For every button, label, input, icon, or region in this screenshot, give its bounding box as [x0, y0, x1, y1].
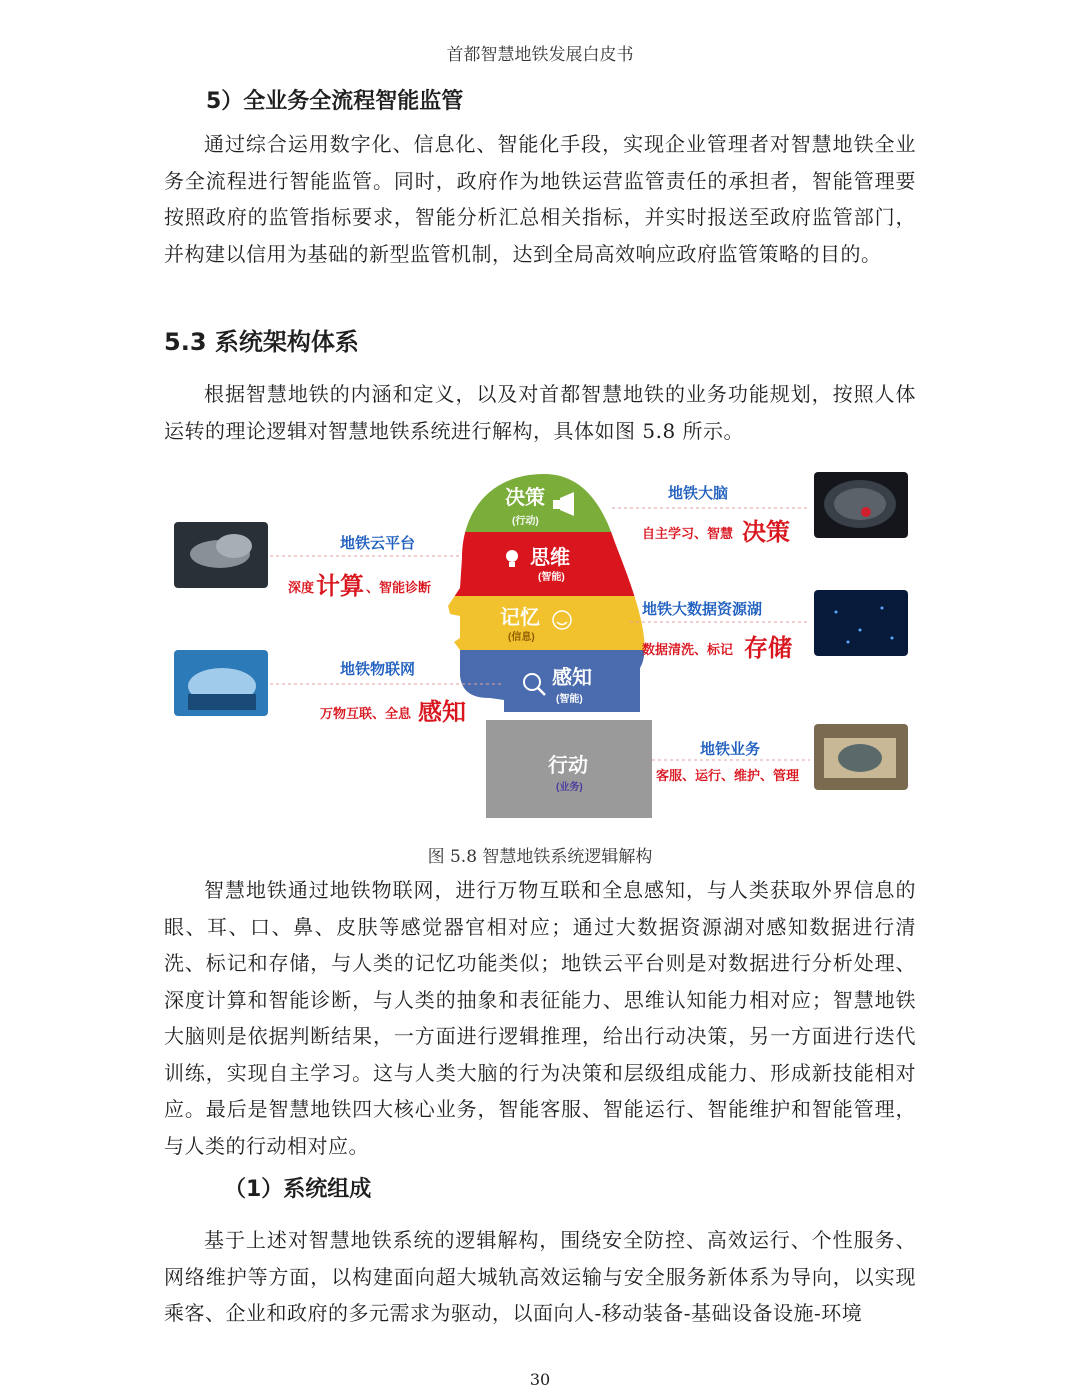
body-paragraph: 智慧地铁通过地铁物联网，进行万物互联和全息感知，与人类获取外界信息的眼、耳、口、鼻、皮肤等感觉器官相对应；通过大数据资源湖对感知数据进行清洗、标记和存储，与人类的记忆功能类似；地铁云平台则是对数据进行分析处理、深度计算和智能诊断，与人类的抽象和表征能力、思维认知能力相对应；智慧地铁大脑则是依据判断结果，一方面进行逻辑推理，给出行动决策，另一方面进行迭代训练，实现自主学习。这与人类大脑的行为决策和层级组成能力、形成新技能相对应。最后是智慧地铁四大核心业务，智能客服、智能运行、智能维护和智能管理，与人类的行动相对应。 — [164, 878, 916, 1158]
label-iot-desc: 万物互联、全息 — [320, 706, 412, 721]
cloud-platform-image — [174, 522, 268, 588]
layer-sub-action: (业务) — [556, 782, 583, 793]
label-biz-title: 地铁业务 — [700, 741, 761, 758]
layer-decision — [440, 462, 660, 532]
layer-title-perception: 感知 — [552, 667, 592, 689]
label-lake-desc-big: 存储 — [744, 635, 792, 662]
label-iot-desc-big: 感知 — [418, 699, 466, 726]
layer-perception — [440, 650, 660, 712]
subsection-heading-1: （1）系统组成 — [224, 1177, 372, 1202]
label-brain-desc-big: 决策 — [742, 519, 790, 546]
iot-city-image — [174, 650, 268, 716]
label-brain-title: 地铁大脑 — [668, 485, 729, 502]
subsection-1-paragraph: 基于上述对智慧地铁系统的逻辑解构，围绕安全防控、高效运行、个性服务、网络维护等方面，以构建面向超大城轨高效运输与安全服务新体系为导向，以实现乘客、企业和政府的多元需求为驱动，以面向人-移动装备-基础设备设施-环境 — [164, 1228, 916, 1325]
head-silhouette — [440, 462, 660, 712]
page-header: 首都智慧地铁发展白皮书 — [446, 45, 634, 65]
layer-sub-decision: (行动) — [512, 516, 539, 527]
layer-memory — [440, 596, 660, 650]
brain-image — [814, 472, 908, 538]
section-5-3-paragraph: 根据智慧地铁的内涵和定义，以及对首都智慧地铁的业务功能规划，按照人体运转的理论逻辑对智慧地铁系统进行解构，具体如图 5.8 所示。 — [164, 382, 916, 443]
data-lake-image — [814, 590, 908, 656]
label-lake-title: 地铁大数据资源湖 — [642, 601, 763, 618]
layer-sub-thinking: (智能) — [538, 572, 565, 583]
layer-title-decision: 决策 — [505, 487, 545, 509]
label-biz-desc: 客服、运行、维护、管理 — [656, 768, 800, 783]
section-5-paragraph: 通过综合运用数字化、信息化、智能化手段，实现企业管理者对智慧地铁全业务全流程进行智能监管。同时，政府作为地铁运营监管责任的承担者，智能管理要按照政府的监管指标要求，智能分析汇总相关指标，并实时报送至政府监管部门，并构建以信用为基础的新型监管机制，达到全局高效响应政府监管策略的目的。 — [164, 132, 916, 266]
section-heading-5: 5）全业务全流程智能监管 — [206, 89, 464, 114]
label-lake-desc: 数据清洗、标记 — [642, 642, 734, 657]
layer-sub-memory: (信息) — [508, 632, 535, 643]
layer-title-memory: 记忆 — [500, 607, 540, 629]
layer-sub-perception: (智能) — [556, 694, 583, 705]
label-cloud-title: 地铁云平台 — [340, 535, 416, 552]
label-iot-title: 地铁物联网 — [340, 661, 416, 678]
subway-train-image — [814, 724, 908, 790]
figure-caption: 图 5.8 智慧地铁系统逻辑解构 — [427, 847, 653, 867]
label-cloud-desc-big: 计算 — [316, 573, 364, 600]
section-heading-5-3: 5.3 系统架构体系 — [164, 328, 359, 356]
figure-smart-metro-structure — [160, 462, 930, 832]
page-number: 30 — [529, 1370, 551, 1389]
label-cloud-desc-b: 、智能诊断 — [366, 580, 432, 595]
label-brain-desc: 自主学习、智慧 — [642, 526, 734, 541]
layer-title-thinking: 思维 — [530, 547, 570, 569]
label-cloud-desc-a: 深度 — [288, 580, 315, 595]
layer-title-action: 行动 — [548, 755, 588, 777]
